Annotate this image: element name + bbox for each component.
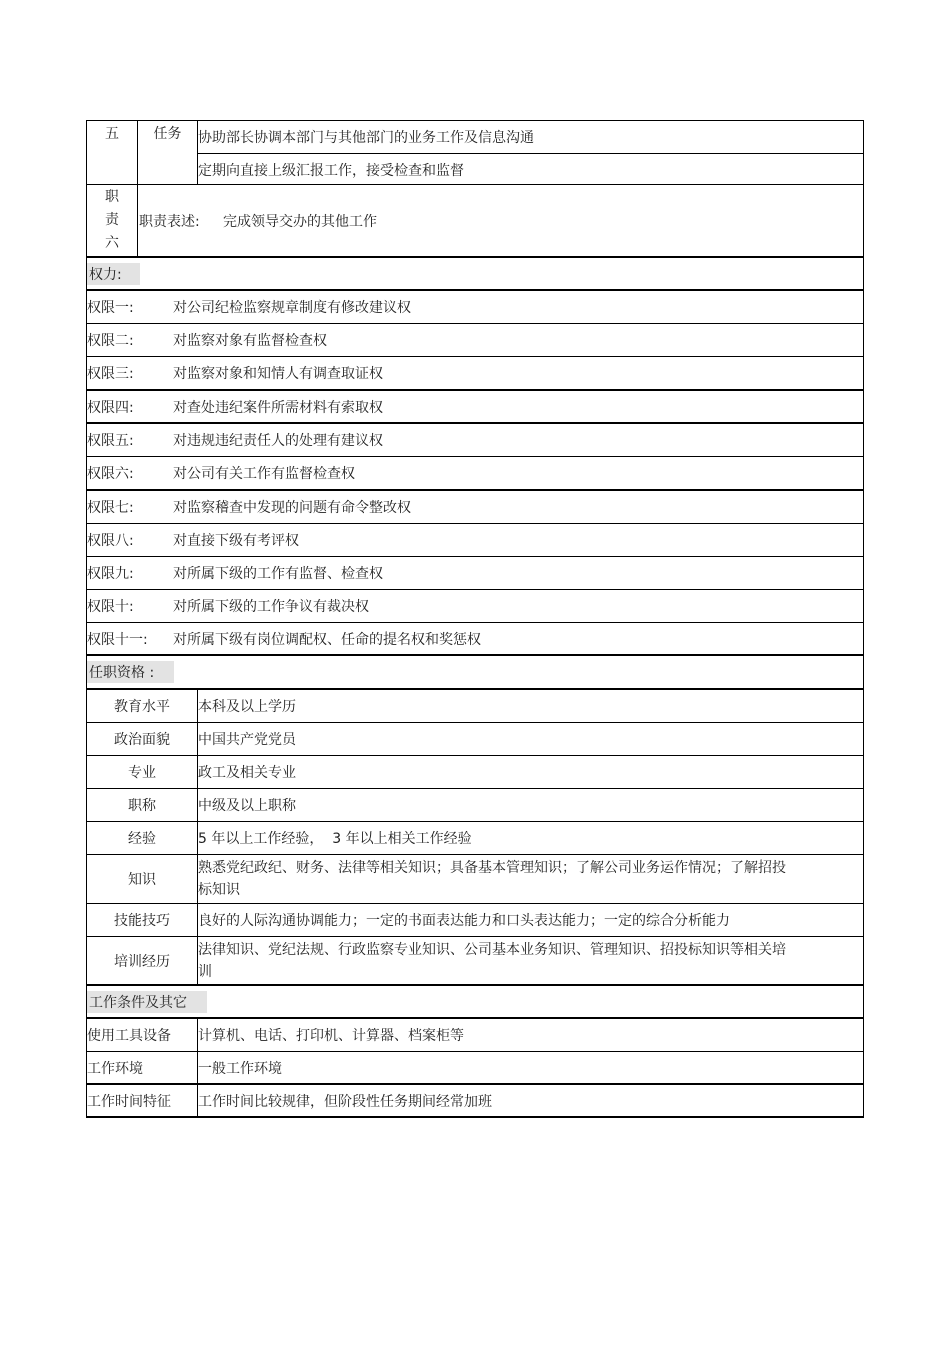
condition-label: 工作环境 (87, 1060, 143, 1077)
task-number: 五 (105, 126, 119, 142)
authority-row (86, 424, 864, 457)
authority-row (86, 590, 864, 623)
qualification-label: 技能技巧 (114, 913, 170, 929)
condition-text: 计算机、电话、打印机、计算器、档案柜等 (198, 1028, 464, 1044)
task-block (86, 120, 864, 185)
qualification-text: 中级及以上职称 (198, 798, 296, 814)
authority-label: 权限二: (87, 333, 134, 349)
qualification-label: 经验 (128, 831, 156, 847)
task-line-2: 定期向直接上级汇报工作，接受检查和监督 (198, 163, 464, 179)
authority-text: 对所属下级的工作有监督、检查权 (173, 566, 383, 582)
authority-row (86, 324, 864, 357)
qualification-label: 知识 (128, 872, 156, 888)
authority-row (86, 557, 864, 590)
qualification-text: 中国共产党党员 (198, 732, 296, 748)
task-line-1: 协助部长协调本部门与其他部门的业务工作及信息沟通 (198, 130, 534, 146)
qualifications-heading: 任职资格 : (87, 661, 174, 683)
condition-row (86, 1019, 864, 1052)
qualification-text: 政工及相关专业 (198, 765, 296, 781)
conditions-heading-row (86, 986, 864, 1019)
authority-text: 对监察对象和知情人有调查取证权 (173, 366, 383, 382)
authority-row (86, 391, 864, 424)
authority-label: 权限一: (87, 300, 134, 316)
qualification-row (86, 723, 864, 756)
condition-text: 一般工作环境 (198, 1060, 282, 1077)
authority-text: 对查处违纪案件所需材料有索取权 (173, 399, 383, 416)
authority-row (86, 524, 864, 557)
authority-text: 对监察稽查中发现的问题有命令整改权 (173, 500, 411, 516)
qualification-label: 政治面貌 (114, 732, 170, 748)
qualification-label: 教育水平 (114, 699, 170, 715)
duty6-char-3: 六 (105, 235, 119, 251)
condition-label: 工作时间特征 (87, 1093, 171, 1110)
authority-text: 对公司纪检监察规章制度有修改建议权 (173, 300, 411, 316)
authority-label: 权限九: (87, 566, 134, 582)
qualifications-heading-row (86, 656, 864, 690)
authority-text: 对直接下级有考评权 (173, 533, 299, 549)
authority-label: 权限十: (87, 599, 134, 615)
authority-heading-row (86, 258, 864, 291)
authority-label: 权限十一: (87, 631, 148, 648)
condition-text: 工作时间比较规律，但阶段性任务期间经常加班 (198, 1093, 492, 1110)
qualification-row (86, 822, 864, 855)
qualification-row (86, 855, 864, 904)
duty6-char-2: 责 (105, 212, 119, 228)
qualification-text: 法律知识、党纪法规、行政监察专业知识、公司基本业务知识、管理知识、招投标知识等相关培训 (198, 941, 786, 980)
authority-row (86, 491, 864, 524)
authority-text: 对监察对象有监督检查权 (173, 333, 327, 349)
condition-row (86, 1052, 864, 1085)
conditions-heading: 工作条件及其它 (87, 991, 207, 1013)
qualification-label: 专业 (128, 765, 156, 781)
qualification-row (86, 937, 864, 986)
qualification-text: 良好的人际沟通协调能力；一定的书面表达能力和口头表达能力；一定的综合分析能力 (198, 913, 730, 929)
qualification-label: 培训经历 (114, 953, 170, 970)
qualification-label: 职称 (128, 798, 156, 814)
authority-row (86, 291, 864, 324)
duty6-char-1: 职 (105, 189, 119, 205)
task-label: 任务 (153, 126, 182, 142)
authority-text: 对所属下级有岗位调配权、任命的提名权和奖惩权 (173, 631, 481, 648)
authority-row (86, 457, 864, 491)
authority-text: 对公司有关工作有监督检查权 (173, 466, 355, 482)
authority-row (86, 357, 864, 391)
authority-label: 权限六: (87, 466, 134, 482)
qualification-row (86, 756, 864, 789)
authority-text: 对违规违纪责任人的处理有建议权 (173, 433, 383, 449)
authority-text: 对所属下级的工作争议有裁决权 (173, 599, 369, 615)
authority-label: 权限八: (87, 533, 134, 549)
duty6-text: 完成领导交办的其他工作 (223, 213, 377, 230)
qualification-row (86, 690, 864, 723)
qualification-text: 熟悉党纪政纪、财务、法律等相关知识；具备基本管理知识；了解公司业务运作情况；了解招投标知识 (198, 860, 786, 898)
authority-label: 权限四: (87, 399, 134, 416)
authority-label: 权限三: (87, 366, 134, 382)
condition-label: 使用工具设备 (87, 1028, 171, 1044)
duty6-label: 职责表述: (139, 213, 200, 230)
condition-row (86, 1085, 864, 1118)
duty6-row (86, 185, 864, 258)
authority-label: 权限七: (87, 500, 134, 516)
authority-row (86, 623, 864, 656)
authority-label: 权限五: (87, 433, 134, 449)
qualification-row (86, 789, 864, 822)
qualification-text: 5 年以上工作经验， 3 年以上相关工作经验 (198, 831, 472, 847)
duty6-vertical-label (87, 185, 137, 256)
qualification-row (86, 904, 864, 937)
qualification-text: 本科及以上学历 (198, 699, 296, 715)
job-description-table (86, 120, 864, 1118)
authority-heading: 权力: (87, 263, 140, 285)
